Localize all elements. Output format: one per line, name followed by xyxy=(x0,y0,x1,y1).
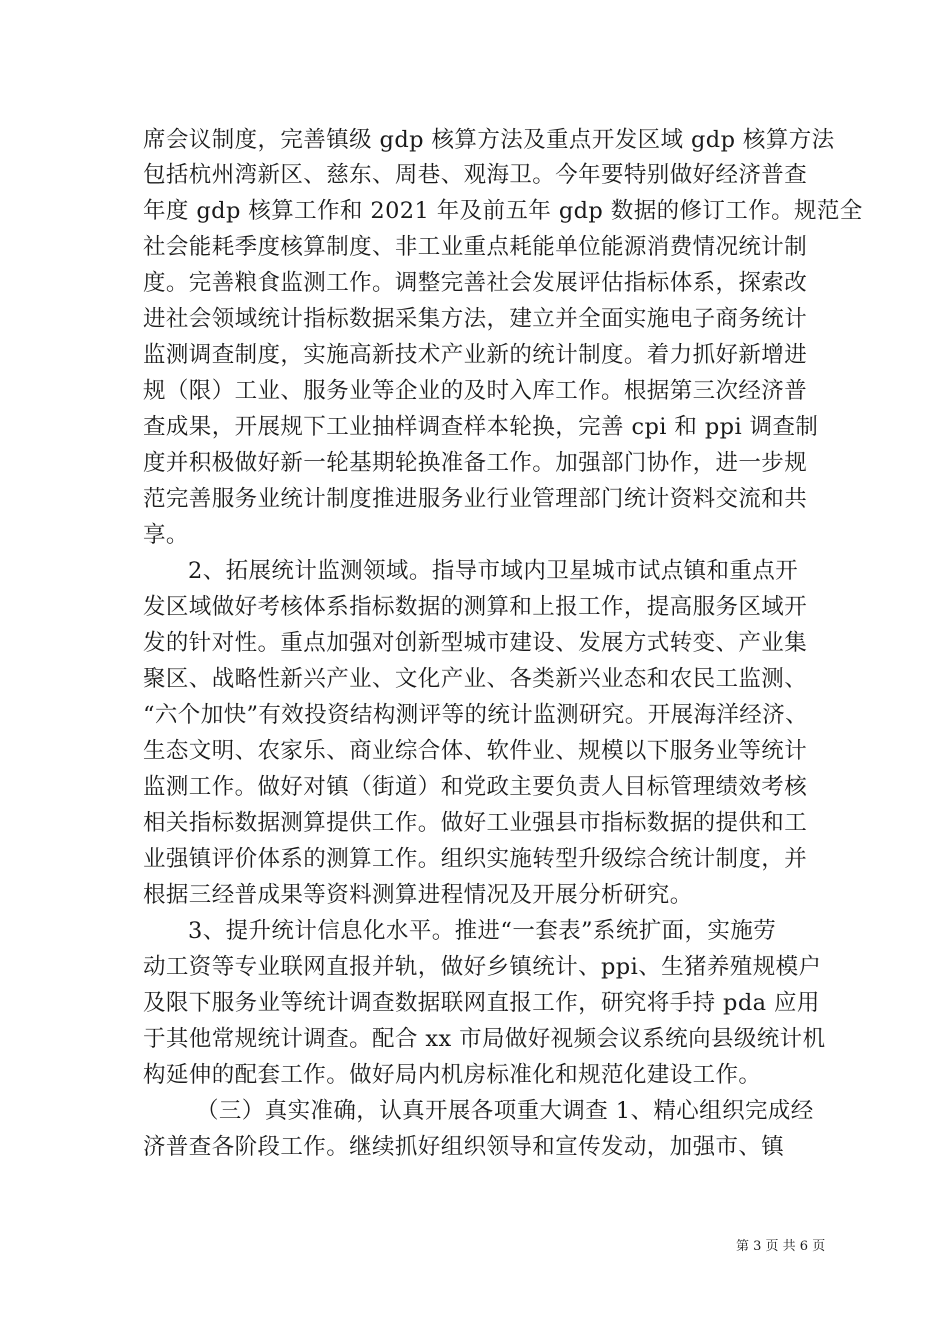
text-line: 度并积极做好新一轮基期轮换准备工作。加强部门协作，进一步规 xyxy=(143,450,808,476)
text-line: 享。 xyxy=(143,522,189,548)
text-line: 度。完善粮食监测工作。调整完善社会发展评估指标体系，探索改 xyxy=(143,270,808,296)
text-line: 包括杭州湾新区、慈东、周巷、观海卫。今年要特别做好经济普查 xyxy=(143,162,808,188)
section-3-heading-line: （三）真实准确，认真开展各项重大调查 1、精心组织完成经 xyxy=(196,1098,814,1124)
paragraph-3-first-line: 3、提升统计信息化水平。推进“一套表”系统扩面，实施劳 xyxy=(188,918,777,944)
text-line: 济普查各阶段工作。继续抓好组织领导和宣传发动，加强市、镇 xyxy=(143,1134,785,1160)
text-line: 年度 gdp 核算工作和 2021 年及前五年 gdp 数据的修订工作。规范全 xyxy=(143,198,863,224)
text-line: 相关指标数据测算提供工作。做好工业强县市指标数据的提供和工 xyxy=(143,810,808,836)
text-line: 进社会领域统计指标数据采集方法，建立并全面实施电子商务统计 xyxy=(143,306,808,332)
page-number: 第 3 页 共 6 页 xyxy=(736,1239,826,1254)
text-line: 及限下服务业等统计调查数据联网直报工作，研究将手持 pda 应用 xyxy=(143,990,820,1016)
text-line: “六个加快”有效投资结构测评等的统计监测研究。开展海洋经济、 xyxy=(143,702,809,728)
text-line: 监测调查制度，实施高新技术产业新的统计制度。着力抓好新增进 xyxy=(143,342,808,368)
text-line: 发的针对性。重点加强对创新型城市建设、发展方式转变、产业集 xyxy=(143,630,808,656)
text-line: 生态文明、农家乐、商业综合体、软件业、规模以下服务业等统计 xyxy=(143,738,808,764)
text-line: 于其他常规统计调查。配合 xx 市局做好视频会议系统向县级统计机 xyxy=(143,1026,826,1052)
text-line: 监测工作。做好对镇（街道）和党政主要负责人目标管理绩效考核 xyxy=(143,774,808,800)
text-line: 业强镇评价体系的测算工作。组织实施转型升级综合统计制度，并 xyxy=(143,846,808,872)
text-line: 查成果，开展规下工业抽样调查样本轮换，完善 cpi 和 ppi 调查制 xyxy=(143,414,819,440)
text-line: 席会议制度，完善镇级 gdp 核算方法及重点开发区域 gdp 核算方法 xyxy=(143,127,835,153)
text-line: 动工资等专业联网直报并轨，做好乡镇统计、ppi、生猪养殖规模户 xyxy=(143,954,822,980)
text-line: 社会能耗季度核算制度、非工业重点耗能单位能源消费情况统计制 xyxy=(143,234,808,260)
text-line: 范完善服务业统计制度推进服务业行业管理部门统计资料交流和共 xyxy=(143,486,808,512)
text-line: 规（限）工业、服务业等企业的及时入库工作。根据第三次经济普 xyxy=(143,378,808,404)
text-line: 聚区、战略性新兴产业、文化产业、各类新兴业态和农民工监测、 xyxy=(143,666,808,692)
text-line: 发区域做好考核体系指标数据的测算和上报工作，提高服务区域开 xyxy=(143,594,808,620)
text-line: 构延伸的配套工作。做好局内机房标准化和规范化建设工作。 xyxy=(143,1062,762,1088)
text-line: 根据三经普成果等资料测算进程情况及开展分析研究。 xyxy=(143,882,693,908)
paragraph-2-first-line: 2、拓展统计监测领域。指导市域内卫星城市试点镇和重点开 xyxy=(188,558,799,584)
